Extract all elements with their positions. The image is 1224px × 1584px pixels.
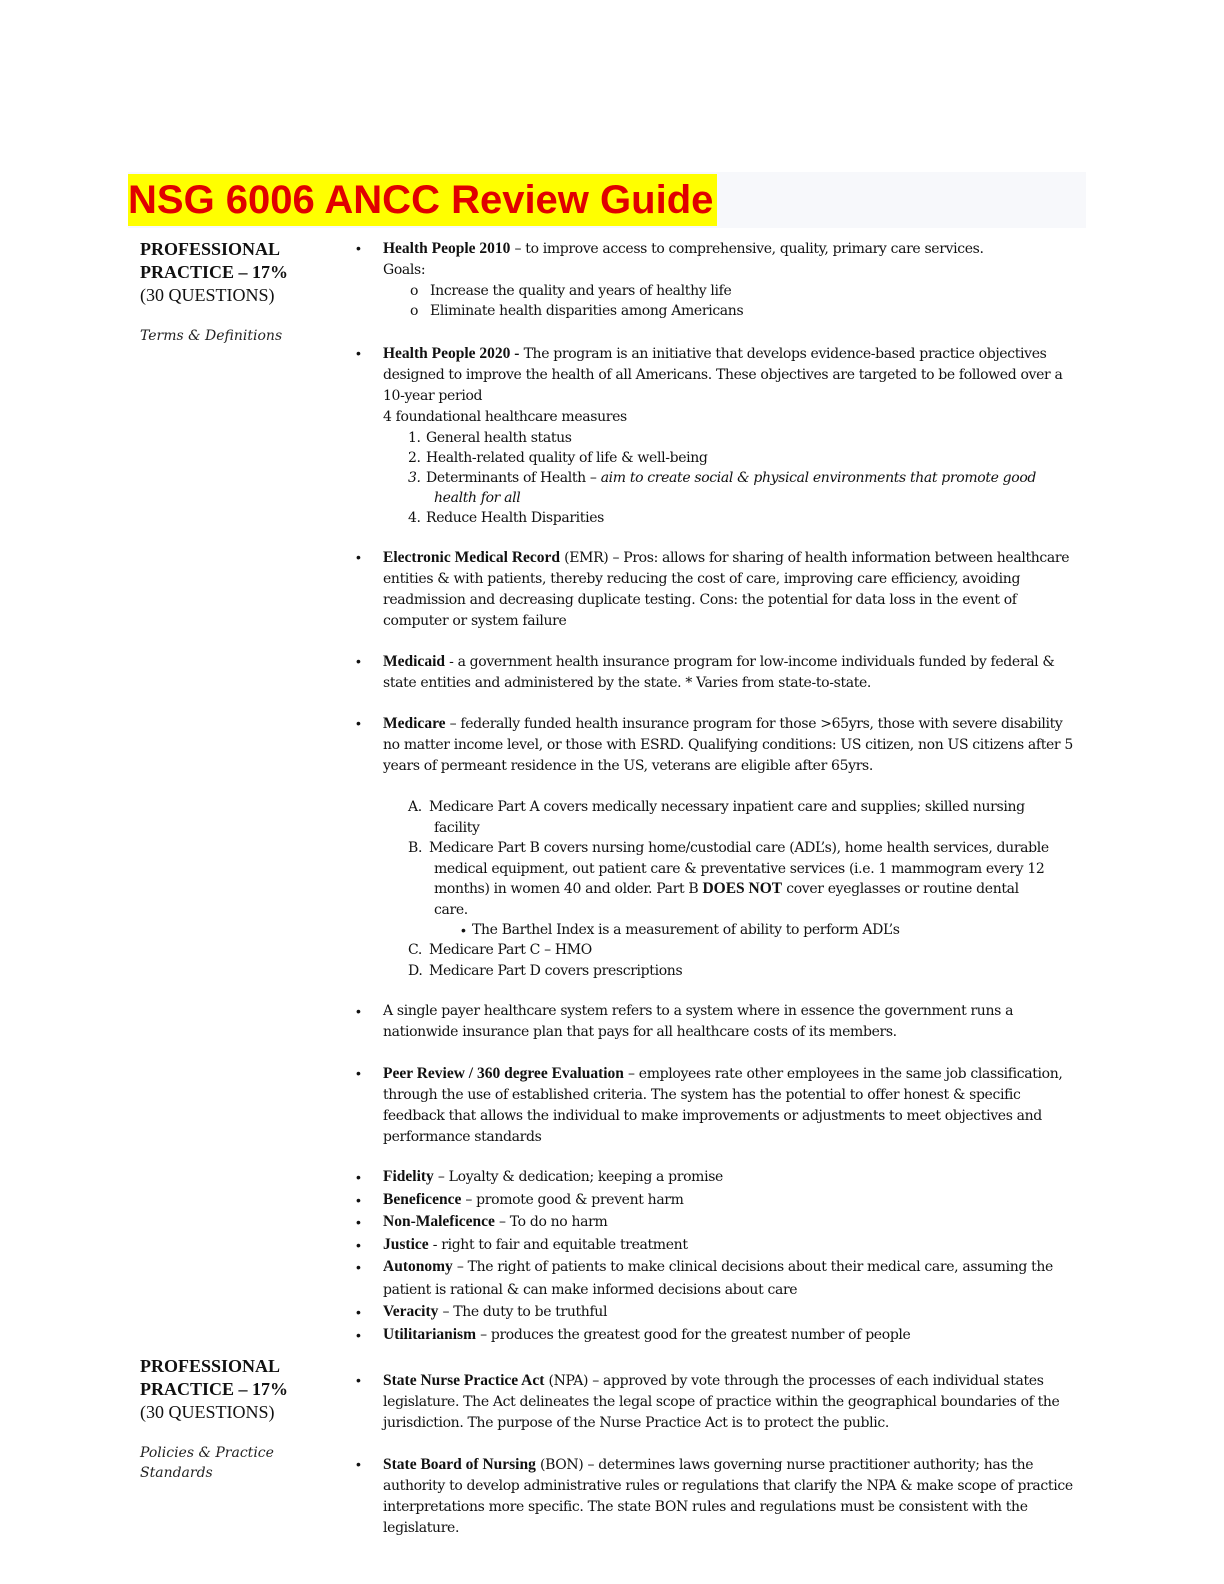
list-item <box>356 713 1076 777</box>
medicare-part-b: B. Medicare Part B covers nursing home/custodial care (ADL’s), home health services, durable medical equipment, out patient care & preventative services (i.e. 1 mammogram every 12 months) in women 40 and older. Part B DOES NOT cover eyeglasses or routine dental care. <box>408 840 1049 918</box>
measure-item: 4. Reduce Health Disparities <box>408 510 604 526</box>
term: Electronic Medical Record <box>383 549 561 566</box>
section-header-terms <box>140 238 330 346</box>
term: Health People 2020 - <box>383 345 520 362</box>
section-header-policies <box>140 1355 330 1483</box>
medicare-part-d: D. Medicare Part D covers prescriptions <box>408 962 683 979</box>
measure-item: 2. Health-related quality of life & well-being <box>408 450 708 466</box>
definition: – to improve access to comprehensive, quality, primary care services. <box>510 241 984 257</box>
list-item <box>356 547 1076 632</box>
list-item <box>356 343 1076 407</box>
section-subtitle: Terms & Definitions <box>140 328 283 344</box>
term: Medicaid <box>383 653 445 670</box>
section-count: (30 QUESTIONS) <box>140 285 275 305</box>
entry-peer-review <box>356 1063 1076 1148</box>
list-item <box>356 238 1076 260</box>
measures-label: 4 foundational healthcare measures <box>383 409 627 425</box>
list-item <box>356 651 1076 694</box>
entry-bon <box>356 1454 1076 1539</box>
term: Health People 2010 <box>383 240 511 257</box>
section-heading: PROFESSIONAL PRACTICE – 17% <box>140 239 289 282</box>
term: State Board of Nursing <box>383 1456 536 1473</box>
list-item: • Fidelity – Loyalty & dedication; keeping a promise <box>356 1166 1076 1189</box>
entry-hp2020 <box>356 343 1076 528</box>
entry-hp2010 <box>356 238 1076 321</box>
definition: (NPA) – approved by vote through the processes of each individual states legislature. The Act delineates the legal scope of practice within the geographical boundaries of the jurisdiction. The purpose of the Nurse Practice Act is to protect the public. <box>383 1373 1060 1431</box>
term: Medicare <box>383 715 446 732</box>
entry-npa <box>356 1370 1076 1434</box>
list-item: • Utilitarianism – produces the greatest good for the greatest number of people <box>356 1324 1076 1347</box>
list-item <box>356 1454 1076 1539</box>
page-title: NSG 6006 ANCC Review Guide <box>128 174 717 226</box>
section-heading: PROFESSIONAL PRACTICE – 17% <box>140 1356 289 1399</box>
list-item: • Beneficence – promote good & prevent harm <box>356 1189 1076 1212</box>
goal-text: Increase the quality and years of healthy life <box>430 283 732 299</box>
list-item: • Justice - right to fair and equitable treatment <box>356 1234 1076 1257</box>
medicare-part-a: A. Medicare Part A covers medically necessary inpatient care and supplies; skilled nursing facility <box>408 799 1025 836</box>
ethics-list <box>356 1166 1076 1346</box>
entry-medicaid <box>356 651 1076 694</box>
barthel-note: • The Barthel Index is a measurement of ability to perform ADL’s <box>461 922 900 938</box>
section-count: (30 QUESTIONS) <box>140 1402 275 1422</box>
entry-single-payer <box>356 1001 1076 1043</box>
definition: - a government health insurance program for low-income individuals funded by federal & state entities and administered by the state. * Varies from state-to-state. <box>383 654 1055 691</box>
list-item: • Veracity – The duty to be truthful <box>356 1301 1076 1324</box>
list-item: • Autonomy – The right of patients to make clinical decisions about their medical care, assuming the patient is rational & can make informed decisions about care <box>356 1256 1076 1301</box>
definition: (EMR) – Pros: allows for sharing of health information between healthcare entities & with patients, thereby reducing the cost of care, improving care efficiency, avoiding readmission and decreasing duplicate testing. Cons: the potential for data loss in the event of computer or system failure <box>383 550 1070 629</box>
definition: (BON) – determines laws governing nurse practitioner authority; has the authority to develop administrative rules or regulations that clarify the NPA & make scope of practice interpretations more specific. The state BON rules and regulations must be consistent with the legislature. <box>383 1457 1073 1536</box>
definition: – federally funded health insurance program for those >65yrs, those with severe disability no matter income level, or those with ESRD. Qualifying conditions: US citizen, non US citizens after 5 years of permeant residence in the US, veterans are eligible after 65yrs. <box>383 716 1073 774</box>
list-item <box>356 1370 1076 1434</box>
term: Peer Review / 360 degree Evaluation <box>383 1065 624 1082</box>
term: State Nurse Practice Act <box>383 1372 545 1389</box>
entry-emr <box>356 547 1076 632</box>
goal-text: Eliminate health disparities among Americans <box>430 303 744 319</box>
goal-item: o Increase the quality and years of healthy life <box>410 283 732 299</box>
measure-item: 1. General health status <box>408 430 572 446</box>
goals-label: Goals: <box>383 262 426 278</box>
medicare-part-c: C. Medicare Part C – HMO <box>408 942 592 958</box>
list-item: • A single payer healthcare system refers to a system where in essence the government runs a nationwide insurance plan that pays for all healthcare costs of its members. <box>356 1001 1076 1043</box>
medicare-parts <box>356 797 1076 981</box>
list-item: • Non-Maleficence – To do no harm <box>356 1211 1076 1234</box>
section-subtitle: Policies & Practice Standards <box>140 1445 274 1481</box>
entry-medicare <box>356 713 1076 777</box>
list-item <box>356 1063 1076 1148</box>
goal-item: o Eliminate health disparities among Americans <box>410 303 744 319</box>
definition: The program is an initiative that develops evidence-based practice objectives designed to improve the health of all Americans. These objectives are targeted to be followed over a 10-year period <box>383 346 1063 404</box>
measure-item: 3. Determinants of Health – aim to create social & physical environments that promote good health for all <box>408 470 1037 506</box>
definition: – employees rate other employees in the same job classification, through the use of established criteria. The system has the potential to offer honest & specific feedback that allows the individual to make improvements or adjustments to meet objectives and performance standards <box>383 1066 1063 1145</box>
